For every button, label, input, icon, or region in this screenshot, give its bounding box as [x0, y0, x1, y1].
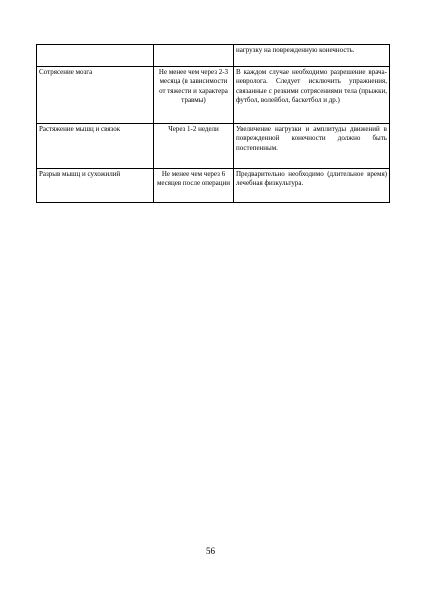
page-number: 56: [206, 546, 215, 556]
recommendation-cell: В каждом случае необходимо разрешение врача-невролога. Следует исключить упражнения, связанные с резкими сотрясениями тела (прыжки, футбол, волейбол, баскетбол и др.): [234, 67, 390, 124]
return-term-cell: [154, 45, 234, 67]
return-term-cell: Не менее чем через 2-3 месяца (в зависимости от тяжести и характера травмы): [154, 67, 234, 124]
injury-name-cell: Растяжение мышц и связок: [37, 124, 154, 169]
recommendation-cell: Предварительно необходимо (длительное время) лечебная физкультура.: [234, 169, 390, 203]
recommendations-table: [36, 44, 390, 203]
recommendation-cell: Увеличение нагрузки и амплитуды движений в поврежденной конечности должно быть постепенным.: [234, 124, 390, 169]
table-row: [37, 67, 390, 124]
injury-name-cell: Сотрясение мозга: [37, 67, 154, 124]
injury-name-cell: Разрыв мышц и сухожилий: [37, 169, 154, 203]
table-row: [37, 169, 390, 203]
table-row: [37, 45, 390, 67]
return-term-cell: Через 1-2 недели: [154, 124, 234, 169]
table-row: [37, 124, 390, 169]
recommendation-cell: нагрузку на поврежденную конечность.: [234, 45, 390, 67]
injury-name-cell: [37, 45, 154, 67]
return-term-cell: Не менее чем через 6 месяцев после операции: [154, 169, 234, 203]
